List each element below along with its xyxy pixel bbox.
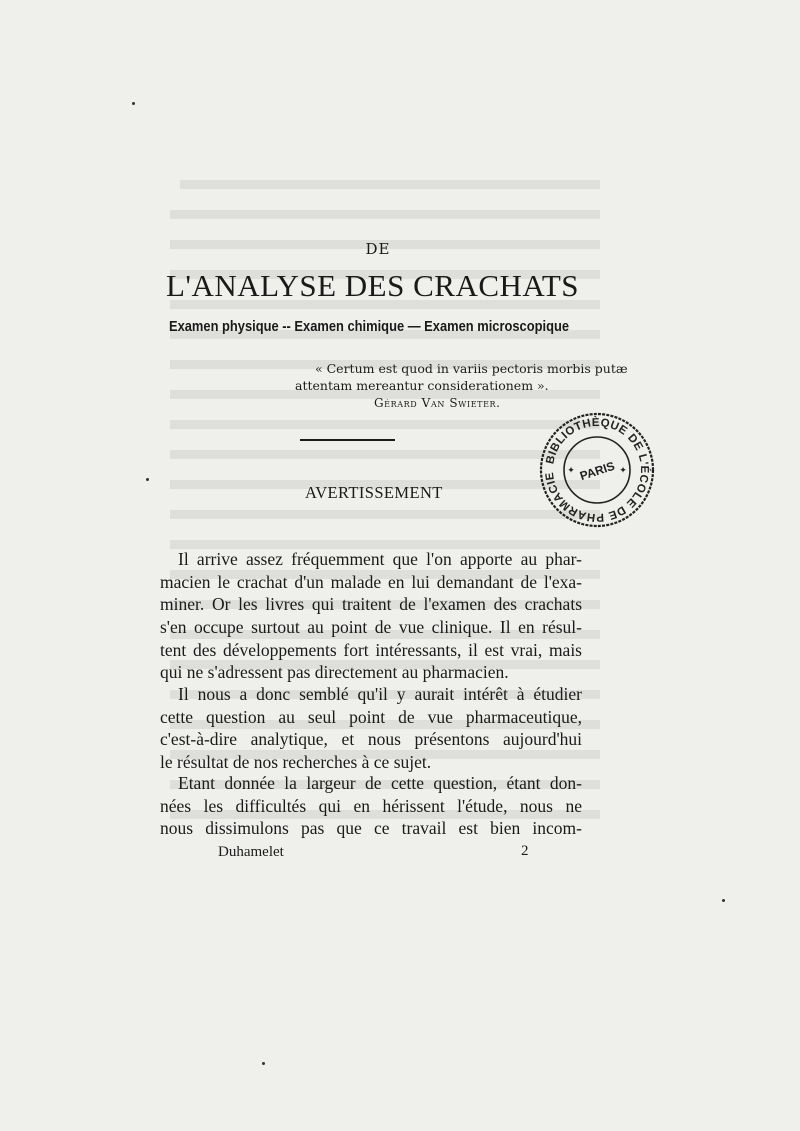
paragraph-line: Il nous a donc semblé qu'il y aurait intérêt à étudier	[178, 684, 582, 704]
svg-text:✦: ✦	[567, 466, 575, 476]
library-stamp	[537, 410, 657, 530]
page-title: L'ANALYSE DES CRACHATS	[165, 268, 580, 303]
stamp-ring-text: BIBLIOTHÈQUE DE L'ÉCOLE DE PHARMACIE	[543, 416, 651, 524]
paragraph-line: nées les difficultés qui en hérissent l'étude, nous ne	[160, 795, 582, 816]
paragraph-line: miner. Or les livres qui traitent de l'examen des crachats	[160, 594, 582, 615]
paragraph-line: qui ne s'adressent pas directement au pharmacien.	[160, 662, 509, 683]
paper-speck	[132, 102, 135, 105]
paragraph-line: macien le crachat d'un malade en lui demandant de l'exa-	[160, 571, 582, 592]
subtitle: Examen physique -- Examen chimique — Examen microscopique	[168, 318, 570, 335]
paragraph-1	[160, 548, 582, 684]
section-heading: AVERTISSEMENT	[305, 483, 443, 502]
section-divider	[300, 439, 395, 441]
paragraph-line: Etant donnée la largeur de cette question, étant don-	[178, 773, 582, 793]
svg-text:✦: ✦	[619, 466, 627, 476]
paragraph-line: cette question au seul point de vue pharmaceutique,	[160, 706, 582, 727]
paper-speck	[146, 478, 149, 481]
paragraph-line: nous dissimulons pas que ce travail est bien incom-	[160, 818, 582, 839]
paragraph-line: Il arrive assez fréquemment que l'on apporte au phar-	[178, 549, 582, 569]
paragraph-line: tent des développements fort intéressants, il est vrai, mais	[160, 639, 582, 660]
paragraph-3	[160, 772, 582, 840]
epigraph-attribution: Gérard Van Swieter.	[374, 396, 501, 410]
paper-speck	[262, 1062, 265, 1065]
paper-speck	[722, 899, 725, 902]
epigraph-line-2: attentam mereantur considerationem ».	[295, 378, 549, 393]
pre-title: DE	[365, 240, 391, 258]
paragraph-2	[160, 683, 582, 774]
footer-author: Duhamelet	[218, 844, 284, 860]
epigraph-line-1: « Certum est quod in variis pectoris morbis putæ	[315, 361, 628, 376]
footer-signature-number: 2	[521, 843, 529, 859]
paragraph-line: s'en occupe surtout au point de vue clinique. Il en résul-	[160, 617, 582, 638]
stamp-center-text: PARIS	[578, 458, 617, 484]
paragraph-line: le résultat de nos recherches à ce sujet.	[160, 752, 432, 773]
paragraph-line: c'est-à-dire analytique, et nous présentons aujourd'hui	[160, 729, 582, 750]
